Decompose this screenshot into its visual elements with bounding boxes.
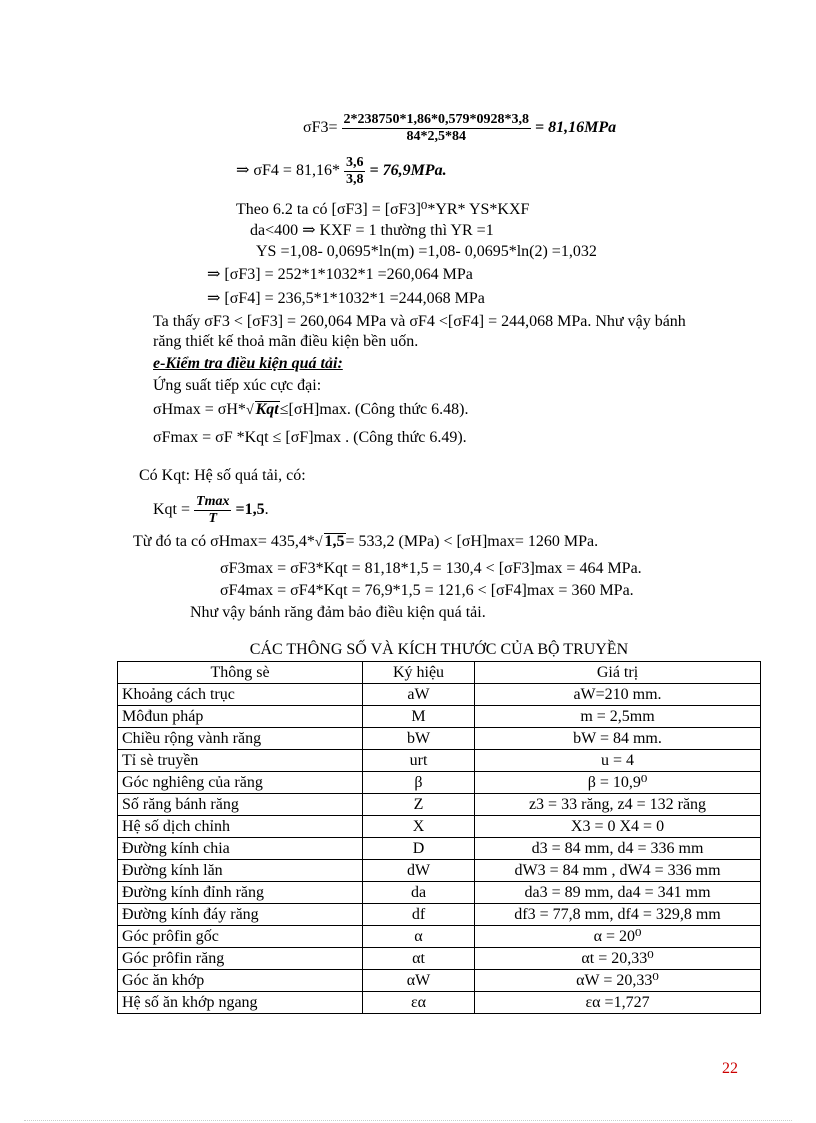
row-value: m = 2,5mm — [475, 706, 761, 728]
table-row — [118, 926, 761, 948]
table-row — [118, 992, 761, 1014]
row-value: β = 10,9⁰ — [475, 772, 761, 794]
kqt-intro: Có Kqt: Hệ số quá tải, có: — [139, 467, 306, 484]
row-value: z3 = 33 răng, z4 = 132 răng — [475, 794, 761, 816]
row-label: Góc ăn khớp — [118, 970, 363, 992]
row-symbol: da — [363, 882, 475, 904]
row-label: Đường kính đỉnh răng — [118, 882, 363, 904]
sigma-hmax-lhs: σHmax = σH* — [153, 401, 246, 418]
row-value: df3 = 77,8 mm, df4 = 329,8 mm — [475, 904, 761, 926]
sigma-f3-result: = 81,16MPa — [535, 119, 617, 137]
row-symbol: α — [363, 926, 475, 948]
row-value: εα =1,727 — [475, 992, 761, 1014]
sigma-f4-fraction — [344, 155, 366, 188]
header-symbol: Ký hiệu — [363, 662, 475, 684]
row-label: Khoảng cách trục — [118, 684, 363, 706]
table-row — [118, 882, 761, 904]
sigma-fmax-line: σFmax = σF *Kqt ≤ [σF]max . (Công thức 6.49). — [153, 429, 467, 446]
row-value: u = 4 — [475, 750, 761, 772]
tu-do-sqrt: 1,5 — [324, 533, 345, 550]
table-row — [118, 948, 761, 970]
sigma-f3-allow-line: ⇒ [σF3] = 252*1*1032*1 =260,064 MPa — [207, 266, 473, 283]
row-value: αt = 20,33⁰ — [475, 948, 761, 970]
table-row — [118, 860, 761, 882]
table-row — [118, 816, 761, 838]
table-row — [118, 904, 761, 926]
row-symbol: urt — [363, 750, 475, 772]
row-symbol: Z — [363, 794, 475, 816]
row-symbol: dW — [363, 860, 475, 882]
row-value: bW = 84 mm. — [475, 728, 761, 750]
row-label: Chiều rộng vành răng — [118, 728, 363, 750]
row-label: Môđun pháp — [118, 706, 363, 728]
formula-sigma-f4 — [236, 155, 447, 188]
table-row — [118, 838, 761, 860]
row-value: αW = 20,33⁰ — [475, 970, 761, 992]
conclusion-line-2: răng thiết kế thoả mãn điều kiện bền uốn. — [153, 333, 419, 350]
row-value: aW=210 mm. — [475, 684, 761, 706]
sigma-f4-allow-line: ⇒ [σF4] = 236,5*1*1032*1 =244,068 MPa — [207, 290, 485, 307]
table-row — [118, 772, 761, 794]
sigma-f4-denominator: 3,8 — [345, 172, 364, 187]
row-value: α = 20⁰ — [475, 926, 761, 948]
tu-do-lhs: Từ đó ta có σHmax= 435,4* — [133, 533, 315, 550]
header-value: Giá trị — [475, 662, 761, 684]
sigma-f3max-line: σF3max = σF3*Kqt = 81,18*1,5 = 130,4 < [σF3]max = 464 MPa. — [220, 560, 642, 577]
stress-intro: Ứng suất tiếp xúc cực đại: — [153, 377, 322, 394]
kqt-denominator: T — [208, 511, 218, 526]
sigma-f4max-line: σF4max = σF4*Kqt = 76,9*1,5 = 121,6 < [σF4]max = 360 MPa. — [220, 582, 634, 599]
sigma-f3-lhs: σF3= — [303, 119, 338, 137]
row-symbol: df — [363, 904, 475, 926]
page-bottom-divider — [24, 1120, 792, 1121]
sigma-hmax-rhs: ≤[σH]max. (Công thức 6.48). — [279, 401, 469, 418]
row-symbol: M — [363, 706, 475, 728]
row-label: Đường kính đáy răng — [118, 904, 363, 926]
row-symbol: bW — [363, 728, 475, 750]
row-symbol: β — [363, 772, 475, 794]
ys-line: YS =1,08- 0,0695*ln(m) =1,08- 0,0695*ln(2) =1,032 — [256, 243, 597, 260]
row-symbol: X — [363, 816, 475, 838]
row-value: da3 = 89 mm, da4 = 341 mm — [475, 882, 761, 904]
row-value: d3 = 84 mm, d4 = 336 mm — [475, 838, 761, 860]
row-label: Góc prôfin gốc — [118, 926, 363, 948]
row-label: Hệ số ăn khớp ngang — [118, 992, 363, 1014]
row-label: Góc nghiêng của răng — [118, 772, 363, 794]
row-symbol: D — [363, 838, 475, 860]
table-row — [118, 794, 761, 816]
sigma-f3-denominator: 84*2,5*84 — [406, 129, 467, 144]
table-row — [118, 706, 761, 728]
row-value: X3 = 0 X4 = 0 — [475, 816, 761, 838]
tu-do-rhs: = 533,2 (MPa) < [σH]max= 1260 MPa. — [345, 533, 599, 550]
row-label: Số răng bánh răng — [118, 794, 363, 816]
header-parameter: Thông sè — [118, 662, 363, 684]
sigma-f4-result: = 76,9MPa. — [369, 162, 447, 180]
sigma-f3-numerator: 2*238750*1,86*0,579*0928*3,8 — [343, 112, 530, 127]
kqt-result: =1,5 — [235, 501, 265, 519]
row-symbol: αt — [363, 948, 475, 970]
row-label: Đường kính chia — [118, 838, 363, 860]
section-heading: e-Kiểm tra điều kiện quá tải: — [153, 355, 343, 372]
da-line: da<400 ⇒ KXF = 1 thường thì YR =1 — [250, 222, 494, 239]
parameters-table — [117, 661, 761, 1014]
row-symbol: αW — [363, 970, 475, 992]
table-row — [118, 684, 761, 706]
kqt-numerator: Tmax — [196, 494, 230, 509]
row-label: Đường kính lăn — [118, 860, 363, 882]
table-row — [118, 970, 761, 992]
sigma-f4-lhs: ⇒ σF4 = 81,16* — [236, 162, 340, 180]
table-header-row — [118, 662, 761, 684]
row-label: Tỉ sè truyền — [118, 750, 363, 772]
table-row — [118, 750, 761, 772]
kqt-lhs: Kqt = — [153, 501, 191, 519]
sigma-hmax-sqrt: Kqt — [255, 401, 279, 418]
row-symbol: aW — [363, 684, 475, 706]
row-label: Hệ số dịch chỉnh — [118, 816, 363, 838]
table-row — [118, 728, 761, 750]
sigma-f4-numerator: 3,6 — [345, 155, 364, 170]
page-number: 22 — [722, 1060, 738, 1077]
row-symbol: εα — [363, 992, 475, 1014]
row-value: dW3 = 84 mm , dW4 = 336 mm — [475, 860, 761, 882]
conclusion-line-1: Ta thấy σF3 < [σF3] = 260,064 MPa và σF4 <[σF4] = 244,068 MPa. Như vậy bánh — [153, 313, 686, 330]
formula-sigma-f3 — [303, 112, 616, 145]
sigma-hmax-line: σHmax = σH*√ Kqt≤[σH]max. (Công thức 6.48). — [153, 401, 469, 418]
row-label: Góc prôfin răng — [118, 948, 363, 970]
sigma-f3-fraction — [342, 112, 532, 145]
overload-conclusion: Như vậy bánh răng đảm bảo điều kiện quá tải. — [190, 604, 486, 621]
kqt-fraction — [194, 494, 231, 527]
kqt-formula: Kqt = $\frac{Tmax}{T}$ =1,5. — [153, 494, 269, 526]
tu-do-line: Từ đó ta có σHmax= 435,4*√ 1,5= 533,2 (MPa) < [σH]max= 1260 MPa. — [133, 533, 599, 550]
table-caption: CÁC THÔNG SỐ VÀ KÍCH THƯỚC CỦA BỘ TRUYỀN — [249, 641, 629, 658]
theo-line: Theo 6.2 ta có [σF3] = [σF3]⁰*YR* YS*KXF — [236, 201, 530, 218]
